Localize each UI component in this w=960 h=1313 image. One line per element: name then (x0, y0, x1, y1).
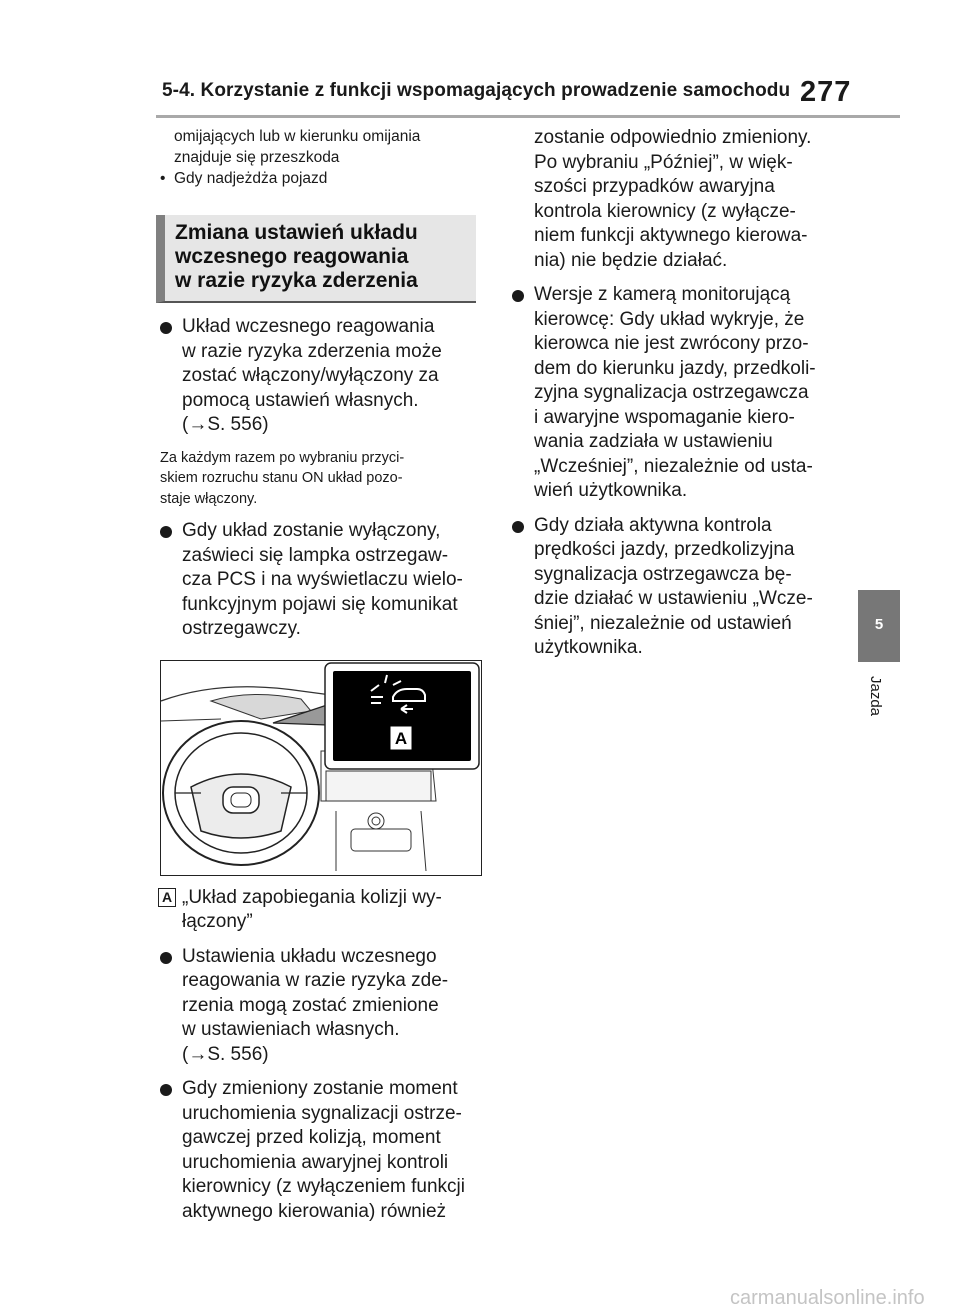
chapter-label-text: Jazda (867, 676, 884, 717)
continued-text (160, 126, 482, 168)
bullet-disc-icon (160, 526, 172, 538)
section-heading-line: wczesnego reagowania (175, 245, 409, 268)
text-line: w razie ryzyka zderzenia może (182, 340, 442, 362)
figure-caption (160, 886, 482, 935)
text-line: (→S. 556) (182, 1043, 269, 1065)
chapter-tab-number: 5 (874, 616, 884, 633)
text-line: kierownicy (z wyłączeniem funkcji (182, 1176, 465, 1197)
text-line: użytkownika. (534, 637, 643, 658)
text-line: wień użytkownika. (534, 480, 688, 501)
section-heading-line: w razie ryzyka zderzenia (175, 269, 418, 292)
chapter-label (866, 676, 890, 736)
text-line: sygnalizacja ostrzegawcza bę- (534, 563, 792, 585)
sub-bullet-text: Gdy nadjeżdża pojazd (174, 170, 328, 187)
bullet-item (512, 514, 842, 661)
text-line: Wersje z kamerą monitorującą (534, 284, 791, 305)
text-line: kontrola kierownicy (z wyłącze- (534, 200, 796, 222)
note-text (160, 448, 482, 510)
text-line: omijających lub w kierunku omijania (174, 128, 421, 145)
bullet-dot-icon: • (160, 170, 166, 187)
running-header: 5-4. Korzystanie z funkcji wspomagających prowadzenie samochodu (162, 80, 791, 101)
header-rule (156, 115, 900, 118)
text-line: nia) nie będzie działać. (534, 249, 728, 271)
text-line: zaświeci się lampka ostrzegaw- (182, 544, 449, 566)
text-line: w ustawieniach własnych. (182, 1019, 400, 1040)
text-line: (→S. 556) (182, 414, 269, 435)
text-line: gawczej przed kolizją, moment (182, 1127, 441, 1148)
caption-label-a: A (158, 888, 176, 907)
page-number: 277 (800, 76, 852, 108)
text-line: kierowcę: Gdy układ wykryje, że (534, 308, 805, 330)
bullet-item (512, 283, 842, 504)
text-line: znajduje się przeszkoda (174, 149, 340, 166)
bullet-disc-icon (512, 290, 524, 302)
text-line: „Wcześniej”, niezależnie od usta- (534, 455, 813, 477)
bullet-item (160, 945, 482, 1068)
text-line: kierowca nie jest zwrócony przo- (534, 333, 809, 354)
text-line: uruchomienia sygnalizacji ostrze- (182, 1102, 462, 1124)
chapter-tab (858, 590, 900, 662)
text-line: i awaryjne wspomaganie kiero- (534, 406, 795, 428)
bullet-disc-icon (160, 1084, 172, 1096)
text-line: „Układ zapobiegania kolizji wy- (182, 886, 442, 908)
text-line: Po wybraniu „Później”, w więk- (534, 151, 793, 173)
right-column (512, 126, 842, 661)
text-line: niem funkcji aktywnego kierowa- (534, 225, 808, 246)
text-line: reagowania w razie ryzyka zde- (182, 970, 449, 991)
text-line: aktywnego kierowania) również (182, 1200, 447, 1222)
callout-label-a: A (394, 728, 408, 748)
text-line: ostrzegawczy. (182, 618, 301, 639)
text-line: pomocą ustawień własnych. (182, 389, 419, 411)
text-line: zyjna sygnalizacja ostrzegawcza (534, 382, 809, 403)
text-line: zostać włączony/wyłączony za (182, 365, 439, 386)
text-line: dzie działać w ustawieniu „Wcze- (534, 588, 813, 609)
bullet-disc-icon (160, 952, 172, 964)
text-line: Układ wczesnego reagowania (182, 316, 435, 337)
text-line: uruchomienia awaryjnej kontroli (182, 1151, 449, 1173)
text-line: śniej”, niezależnie od ustawień (534, 612, 792, 634)
text-line: rzenia mogą zostać zmienione (182, 994, 439, 1016)
text-line: skiem rozruchu stanu ON układ pozo- (160, 470, 403, 486)
watermark: carmanualsonline.info (730, 1287, 925, 1309)
text-line: staje włączony. (160, 490, 258, 507)
text-line: łączony” (182, 911, 253, 932)
bullet-disc-icon (512, 521, 524, 533)
text-line: Za każdym razem po wybraniu przyci- (160, 449, 405, 466)
bullet-item (160, 315, 482, 438)
text-line: Gdy działa aktywna kontrola (534, 514, 772, 536)
text-line: cza PCS i na wyświetlaczu wielo- (182, 569, 463, 590)
text-line: prędkości jazdy, przedkolizyjna (534, 539, 795, 560)
sub-bullet-item (160, 168, 482, 189)
text-line: wania zadziała w ustawieniu (534, 431, 773, 452)
left-column (160, 126, 482, 1224)
section-heading (156, 215, 476, 303)
bullet-item (160, 1077, 482, 1224)
bullet-item (160, 519, 482, 642)
text-line: szości przypadków awaryjna (534, 176, 775, 197)
continued-text (512, 126, 842, 273)
text-line: Gdy układ zostanie wyłączony, (182, 520, 441, 541)
text-line: Ustawienia układu wczesnego (182, 945, 437, 967)
bullet-disc-icon (160, 322, 172, 334)
section-heading-line: Zmiana ustawień układu (175, 221, 418, 244)
dashboard-drawing (161, 661, 481, 875)
text-line: Gdy zmieniony zostanie moment (182, 1078, 458, 1099)
text-line: zostanie odpowiednio zmieniony. (534, 127, 812, 148)
text-line: dem do kierunku jazdy, przedkoli- (534, 357, 816, 379)
text-line: funkcyjnym pojawi się komunikat (182, 593, 458, 615)
dashboard-illustration (160, 660, 482, 876)
